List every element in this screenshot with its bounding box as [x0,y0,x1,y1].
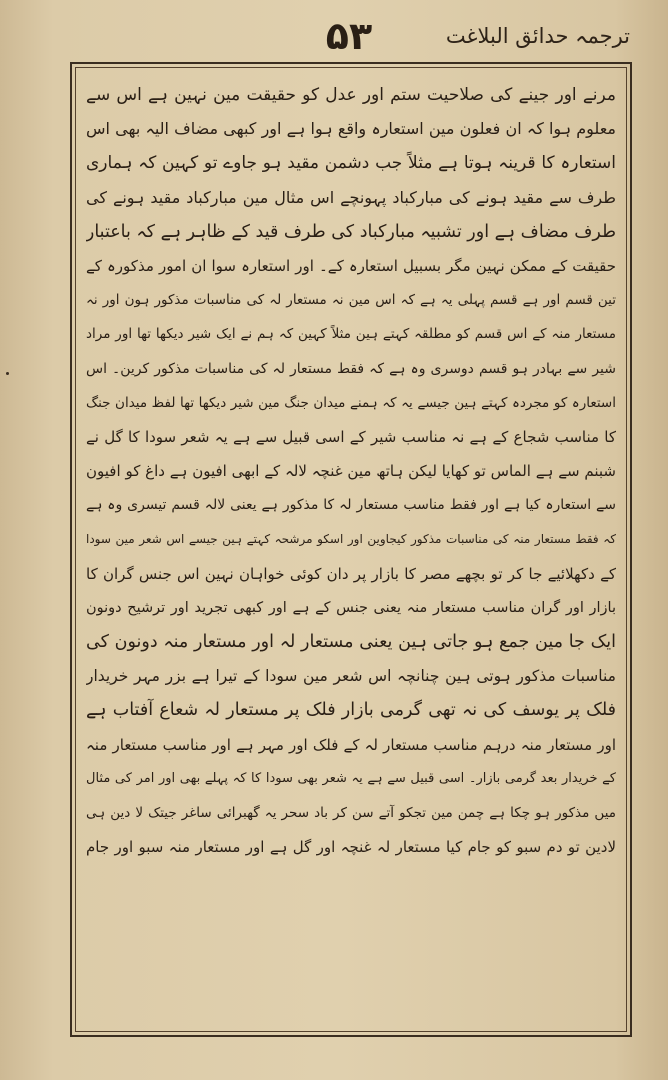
page-header [68,14,630,64]
text-line: شیر سے بہادر ہو قسم دوسری وہ ہے کہ فقط مستعار لہ کی مناسبات مذکور کرین۔ اس [86,360,616,377]
margin-mark [6,372,9,375]
text-line: استعارہ کا قرینہ ہوتا ہے مثلاً جب دشمن مقید ہو جاوے تو کہین کہ ہماری [86,153,616,174]
text-line: کہ فقط مستعار منہ کی مناسبات مذکور کیجاوین اور اسکو مرشحہ کہتے ہین جیسے اس شعر مین سودا [86,532,616,547]
page-number: ۵۳ [325,14,373,58]
text-frame [70,62,632,1037]
text-line: مناسبات مذکور ہوتی ہین چنانچہ اس شعر مین سودا کے تیرا ہے بزر مہر خریدار [86,667,616,686]
text-line: معلوم ہوا کہ ان فعلون مین استعارہ واقع ہوا ہے اور کبھی مضاف الیہ بھی اس [86,119,616,139]
text-line: استعارہ کو مجردہ کہتے ہین جیسے یہ کہ ہمنے میدان جنگ مین شیر دیکھا تھا لفظ میدان جنگ [86,394,616,411]
text-line: بازار اور گران مناسب مستعار منہ یعنی جنس کے ہے اور کبھی تجرید اور ترشیح دونون [86,599,616,616]
text-line: کے خریدار بعد گرمی بازار۔ اسی قبیل سے ہے یہ شعر بھی سودا کا کہ پہلے بھی اور امر کی مثال [86,770,616,786]
text-line: کا مناسب شجاع کے ہے نہ مناسب شیر کے اسی قبیل سے ہے یہ شعر سودا کا گل نے [86,427,616,446]
text-line: تین قسم اور ہے قسم پہلی یہ ہے کہ اس مین نہ مستعار لہ کی مناسبات مذکور ہون اور نہ [86,292,616,309]
text-line: فلک پر یوسف کی نہ تھی گرمی بازار فلک پر مستعار لہ شعاع آفتاب ہے [86,700,616,721]
text-line: سے استعارہ کیا ہے اور فقط مناسب مستعار لہ کا مذکور ہے یعنی لالہ قسم تیسری وہ ہے [86,497,616,514]
text-line: حقیقت کے ممکن نہین مگر بسبیل استعارہ کے۔ اور استعارہ سوا ان امور مذکورہ کے [86,256,616,275]
text-line: لادین تو دم سبو کو جام کیا مستعار لہ غنچہ اور گل ہے اور مستعار منہ سبو اور جام [86,838,616,857]
text-line: کے دکھلائیے جا کر تو بچھے مصر کا بازار پر دان کوئی خواہان نہین اس جنس گران کا [86,564,616,583]
text-line: طرف سے مقید ہونے کی مبارکباد پہونچے اس مثال مین مبارکباد مقید ہونے کی [86,187,616,207]
text-line: طرف مضاف ہے اور تشبیہ مبارکباد کی طرف قید کے ظاہر ہے کہ باعتبار [86,221,616,242]
text-line: میں مذکور ہو چکا ہے چمن مین تجکو آتے سن کر باد سحر یہ گھبرائی ساغر جیتک لا دین ہی [86,804,616,821]
text-line: اور مستعار منہ درہم مناسب مستعار لہ کے فلک اور مہر ہے اور مناسب مستعار منہ [86,735,616,754]
text-line: ایک جا مین جمع ہو جاتی ہین یعنی مستعار لہ اور مستعار منہ دونون کی [86,632,616,652]
text-line: مستعار منہ کے اس قسم کو مطلقہ کہتے ہین مثلاً کہین کہ ہم نے ایک شیر دیکھا تھا اور مراد [86,326,616,343]
body-text [86,78,616,1025]
running-title: ترجمہ حدائق البلاغت [445,24,630,48]
text-line: شبنم سے ہے الماس تو کھایا لیکن ہاتھ مین غنچہ لالہ کے ابھی افیون ہے داغ کو افیون [86,462,616,481]
text-line: مرنے اور جینے کی صلاحیت ستم اور عدل کو حقیقت مین نہین ہے اس سے [86,85,616,105]
